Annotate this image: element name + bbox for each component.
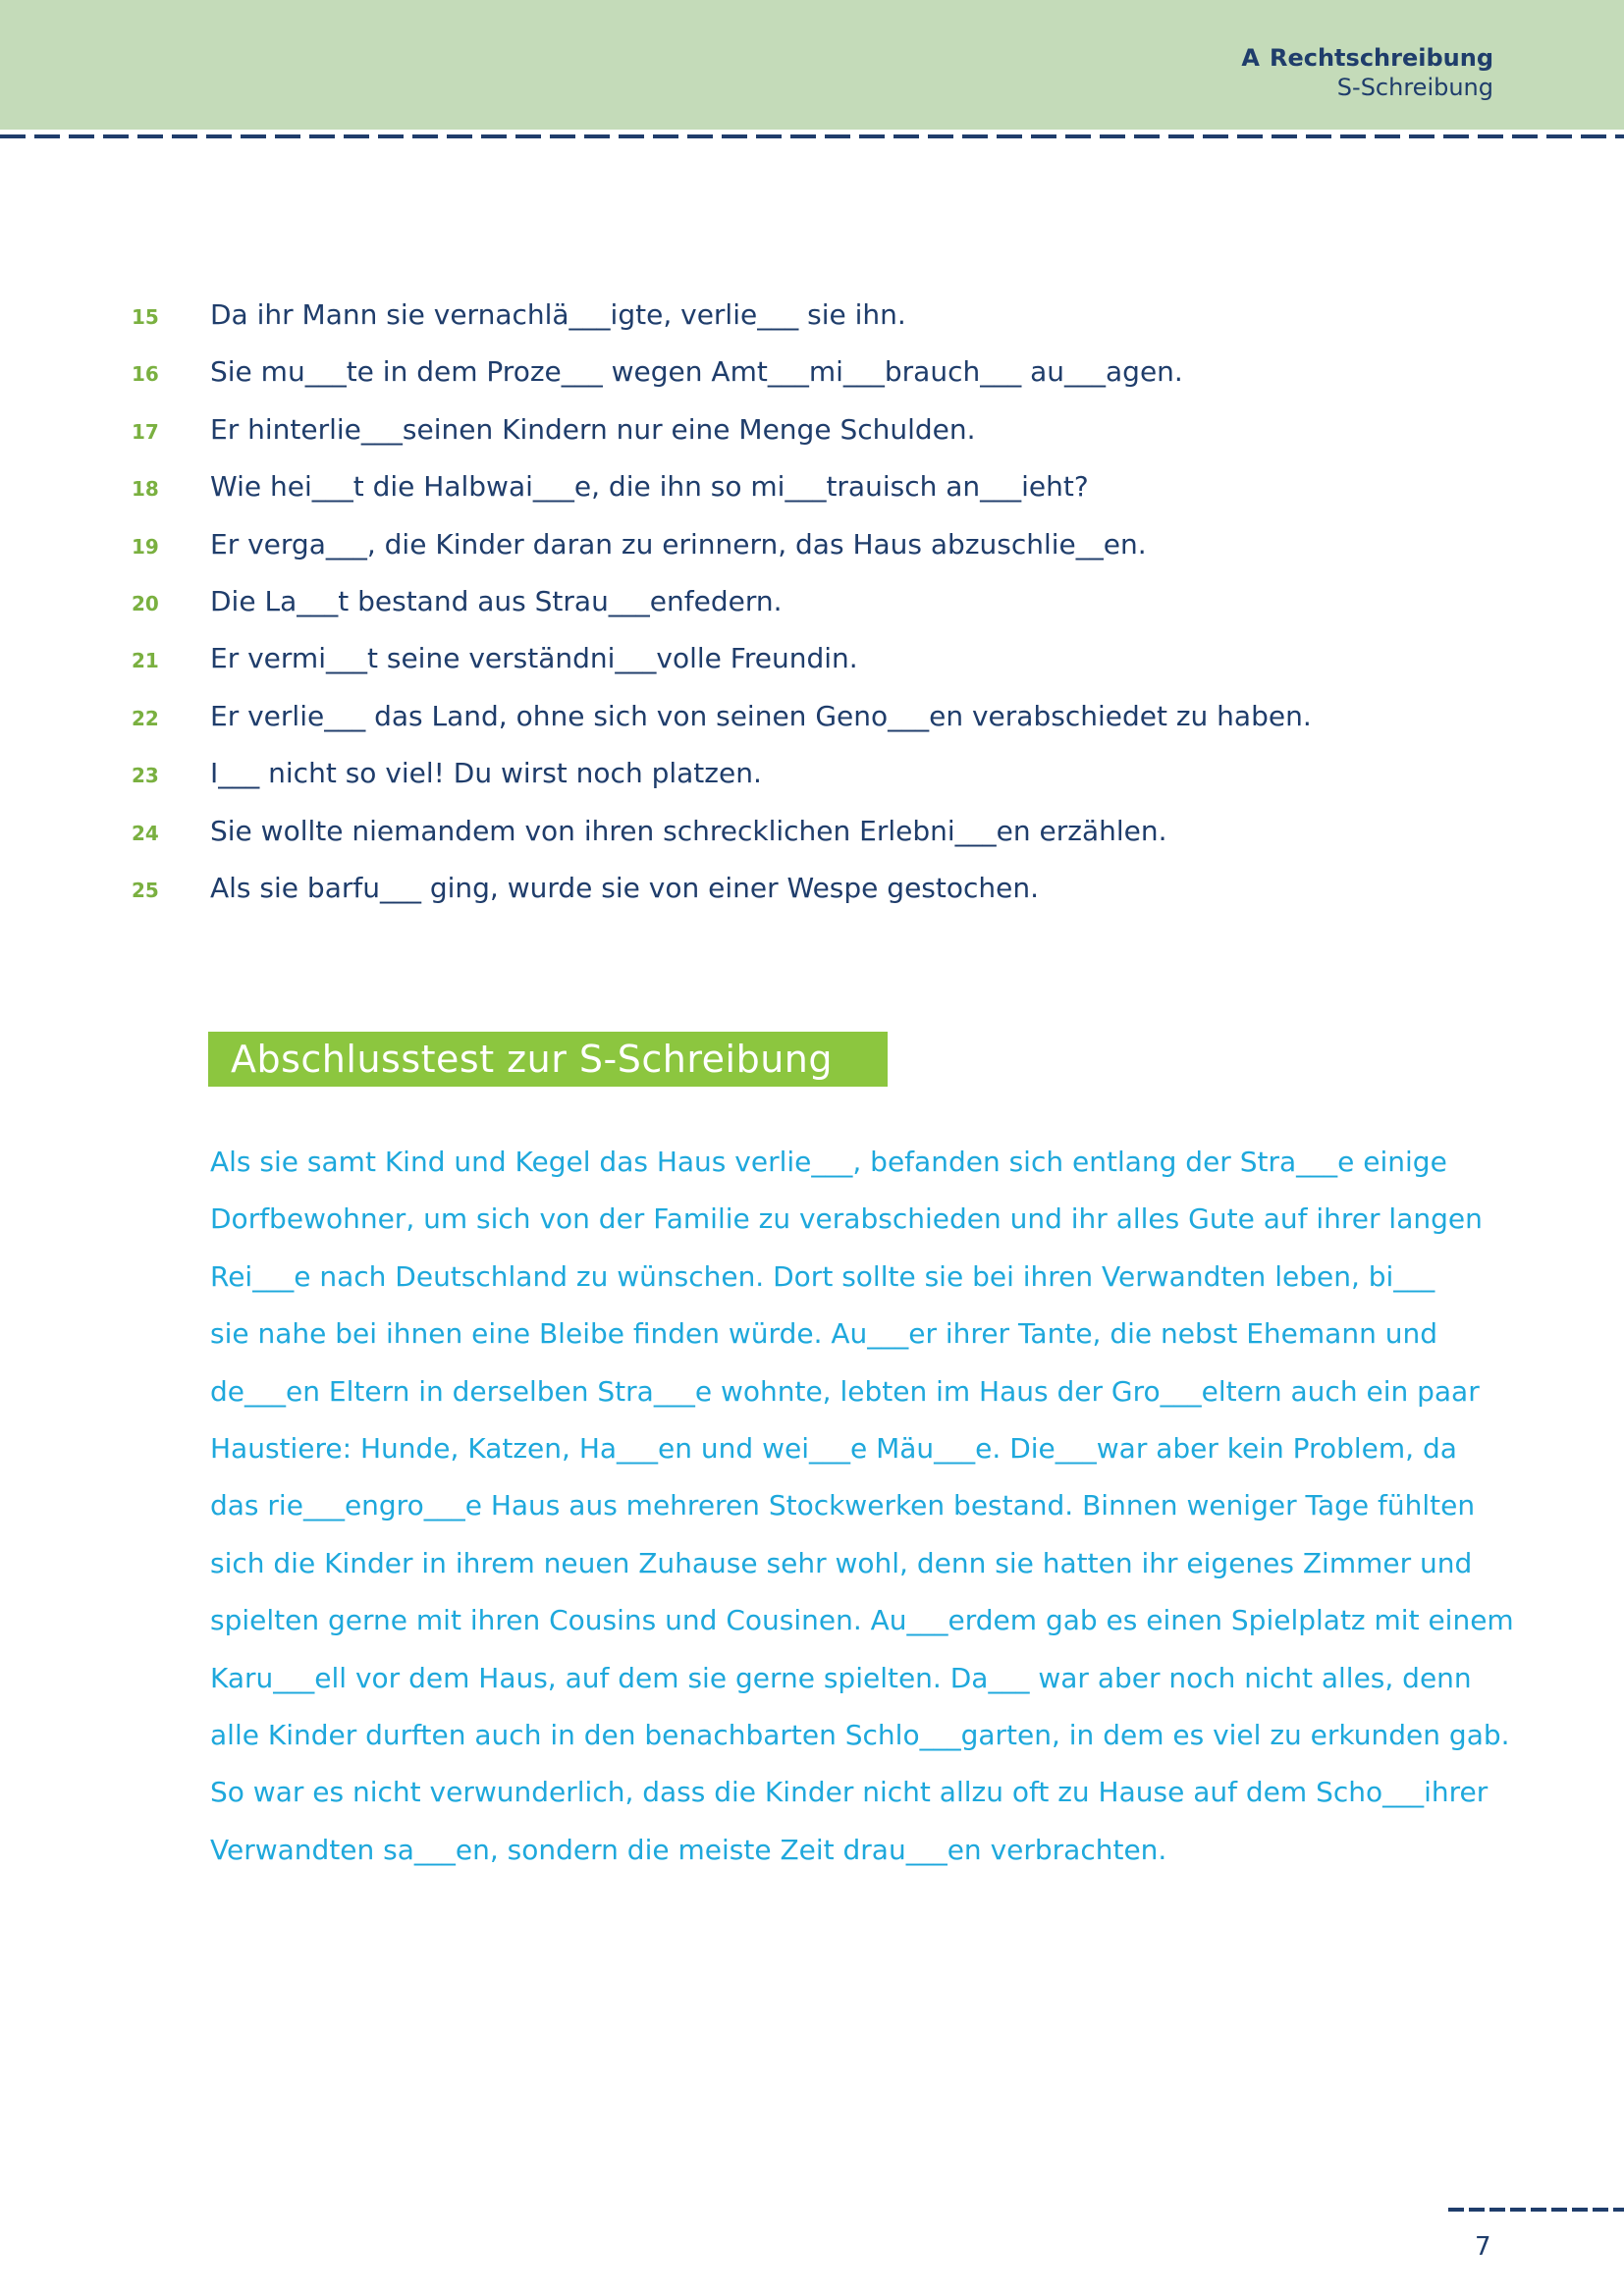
sentence-24	[0, 811, 1624, 868]
line-number: 19	[132, 534, 159, 559]
sentence-text: Er verga___, die Kinder daran zu erinnern, das Haus abzuschlie__en.	[210, 527, 1147, 561]
chapter-title: Rechtschreibung	[1269, 44, 1493, 72]
sentence-17	[0, 409, 1624, 466]
passage-line: So war es nicht verwunderlich, dass die Kinder nicht allzu oft zu Hause auf dem Scho___ihrer	[210, 1776, 1489, 1809]
sentence-22	[0, 696, 1624, 753]
sentence-19	[0, 524, 1624, 581]
sentence-20	[0, 581, 1624, 638]
sentence-text: Er vermi___t seine verständni___volle Freundin.	[210, 642, 858, 675]
passage-line: das rie___engro___e Haus aus mehreren Stockwerken bestand. Binnen weniger Tage fühlten	[210, 1489, 1476, 1522]
passage-line: alle Kinder durften auch in den benachbarten Schlo___garten, in dem es viel zu erkunden gab.	[210, 1718, 1510, 1751]
sentence-25	[0, 868, 1624, 925]
line-number: 15	[132, 305, 159, 329]
header-dashed-divider	[0, 134, 1624, 138]
line-number: 24	[132, 821, 159, 845]
chapter-heading	[1241, 43, 1493, 73]
line-number: 17	[132, 419, 159, 444]
sentence-text: Da ihr Mann sie vernachlä___igte, verlie___ sie ihn.	[210, 298, 906, 331]
footer-dashed-divider	[1448, 2208, 1624, 2212]
sentence-text: Wie hei___t die Halbwai___e, die ihn so mi___trauisch an___ieht?	[210, 470, 1089, 504]
passage-line: spielten gerne mit ihren Cousins und Cousinen. Au___erdem gab es einen Spielplatz mit einem	[210, 1604, 1514, 1637]
sentence-21	[0, 638, 1624, 695]
line-number: 21	[132, 649, 159, 673]
line-number: 18	[132, 477, 159, 502]
sentence-23	[0, 753, 1624, 810]
passage-line: Karu___ell vor dem Haus, auf dem sie gerne spielten. Da___ war aber noch nicht alles, denn	[210, 1661, 1472, 1694]
final-test-passage	[210, 1134, 1545, 1879]
sentence-16	[0, 351, 1624, 408]
sentence-text: I___ nicht so viel! Du wirst noch platzen.	[210, 757, 762, 790]
sentence-text: Er verlie___ das Land, ohne sich von seinen Geno___en verabschiedet zu haben.	[210, 699, 1312, 732]
exercise-sentence-list	[0, 294, 1624, 925]
passage-line: sie nahe bei ihnen eine Bleibe finden würde. Au___er ihrer Tante, die nebst Ehemann und	[210, 1317, 1437, 1351]
header-text	[1241, 43, 1493, 102]
passage-line: Rei___e nach Deutschland zu wünschen. Dort sollte sie bei ihren Verwandten leben, bi___	[210, 1259, 1435, 1293]
line-number: 25	[132, 878, 159, 902]
chapter-letter: A	[1241, 44, 1260, 72]
line-number: 20	[132, 591, 159, 615]
passage-line: Als sie samt Kind und Kegel das Haus verlie___, befanden sich entlang der Stra___e einige	[210, 1146, 1447, 1178]
sentence-text: Sie mu___te in dem Proze___ wegen Amt___mi___brauch___ au___agen.	[210, 355, 1183, 389]
passage-line: de___en Eltern in derselben Stra___e wohnte, lebten im Haus der Gro___eltern auch ein paar	[210, 1374, 1480, 1408]
sentence-text: Die La___t bestand aus Strau___enfedern.	[210, 584, 783, 617]
line-number: 23	[132, 764, 159, 788]
line-number: 22	[132, 706, 159, 730]
line-number: 16	[132, 362, 159, 387]
sentence-15	[0, 294, 1624, 351]
final-test-title: Abschlusstest zur S-Schreibung	[231, 1038, 833, 1081]
page-header	[0, 0, 1624, 130]
final-test-title-bar	[208, 1032, 888, 1087]
passage-line: Verwandten sa___en, sondern die meiste Zeit drau___en verbrachten.	[210, 1833, 1167, 1866]
passage-line: sich die Kinder in ihrem neuen Zuhause sehr wohl, denn sie hatten ihr eigenes Zimmer und	[210, 1546, 1473, 1579]
sentence-text: Er hinterlie___seinen Kindern nur eine Menge Schulden.	[210, 412, 976, 446]
page-number: 7	[1475, 2232, 1491, 2262]
passage-line: Dorfbewohner, um sich von der Familie zu verabschieden und ihr alles Gute auf ihrer langen	[210, 1202, 1483, 1236]
sentence-text: Sie wollte niemandem von ihren schrecklichen Erlebni___en erzählen.	[210, 814, 1167, 847]
passage-line: Haustiere: Hunde, Katzen, Ha___en und wei___e Mäu___e. Die___war aber kein Problem, da	[210, 1431, 1457, 1465]
section-title: S-Schreibung	[1336, 74, 1493, 101]
sentence-18	[0, 466, 1624, 523]
sentence-text: Als sie barfu___ ging, wurde sie von einer Wespe gestochen.	[210, 871, 1040, 904]
